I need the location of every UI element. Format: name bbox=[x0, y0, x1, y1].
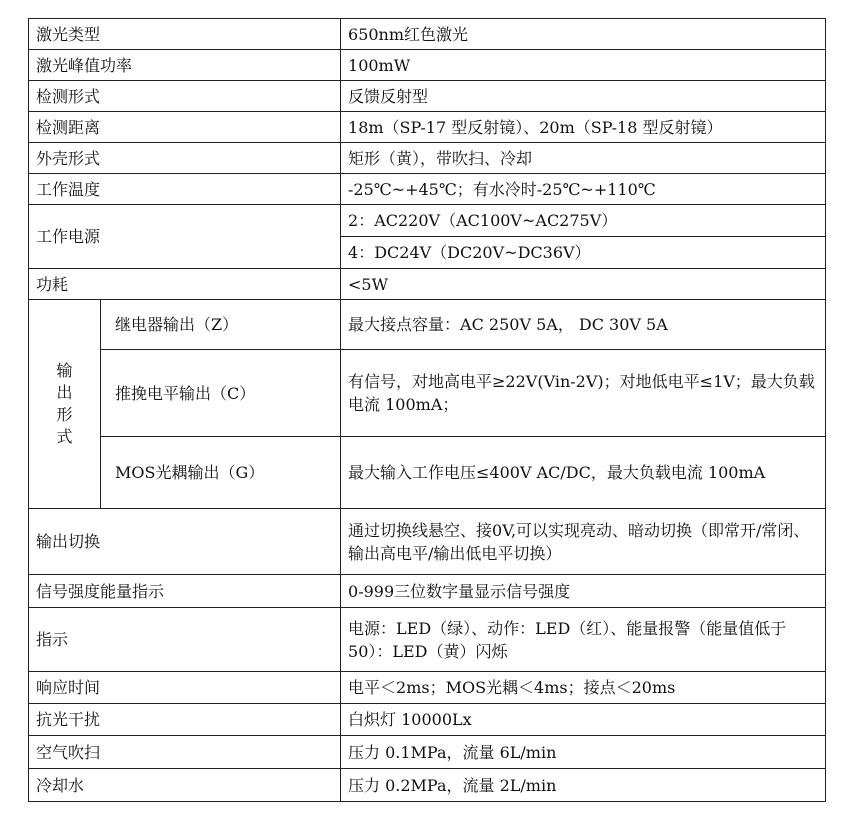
output-relay-label: 继电器输出（Z） bbox=[101, 300, 341, 350]
spec-label: 功耗 bbox=[29, 269, 341, 300]
output-form-char: 输 bbox=[56, 361, 73, 380]
output-form-label bbox=[29, 300, 101, 509]
table-row bbox=[29, 50, 826, 81]
spec-label: 激光峰值功率 bbox=[29, 50, 341, 81]
spec-value: 100mW bbox=[341, 50, 826, 81]
spec-label: 冷却水 bbox=[29, 769, 341, 802]
spec-value: -25℃~+45℃；有水冷时-25℃~+110℃ bbox=[341, 174, 826, 205]
table-row bbox=[29, 350, 826, 437]
output-pushpull-value: 有信号，对地高电平≥22V(Vin-2V)；对地低电平≤1V；最大负载电流 100mA； bbox=[341, 350, 826, 437]
table-row bbox=[29, 143, 826, 174]
spec-label: 检测距离 bbox=[29, 112, 341, 143]
table-row bbox=[29, 174, 826, 205]
table-row bbox=[29, 437, 826, 509]
spec-label: 信号强度能量指示 bbox=[29, 575, 341, 608]
table-row bbox=[29, 704, 826, 736]
power-value-ac: 2：AC220V（AC100V~AC275V） bbox=[341, 205, 826, 237]
spec-label: 外壳形式 bbox=[29, 143, 341, 174]
spec-label: 检测形式 bbox=[29, 81, 341, 112]
table-row bbox=[29, 19, 826, 50]
spec-label: 响应时间 bbox=[29, 672, 341, 704]
spec-table bbox=[28, 18, 826, 802]
spec-value: 0-999三位数字量显示信号强度 bbox=[341, 575, 826, 608]
spec-value: 白炽灯 10000Lx bbox=[341, 704, 826, 736]
spec-label: 空气吹扫 bbox=[29, 736, 341, 769]
spec-value: <5W bbox=[341, 269, 826, 300]
table-row bbox=[29, 300, 826, 350]
spec-value: 压力 0.2MPa，流量 2L/min bbox=[341, 769, 826, 802]
spec-label: 激光类型 bbox=[29, 19, 341, 50]
table-row bbox=[29, 608, 826, 672]
spec-value: 18m（SP-17 型反射镜）、20m（SP-18 型反射镜） bbox=[341, 112, 826, 143]
table-row bbox=[29, 672, 826, 704]
table-row bbox=[29, 509, 826, 575]
output-mos-label: MOS光耦输出（G） bbox=[101, 437, 341, 509]
table-row bbox=[29, 769, 826, 802]
table-row bbox=[29, 269, 826, 300]
spec-value: 压力 0.1MPa，流量 6L/min bbox=[341, 736, 826, 769]
spec-value: 反馈反射型 bbox=[341, 81, 826, 112]
table-row bbox=[29, 112, 826, 143]
spec-value: 电平＜2ms；MOS光耦＜4ms；接点＜20ms bbox=[341, 672, 826, 704]
spec-label: 抗光干扰 bbox=[29, 704, 341, 736]
output-form-char: 出 bbox=[56, 383, 73, 402]
spec-value: 通过切换线悬空、接0V,可以实现亮动、暗动切换（即常开/常闭、输出高电平/输出低电平切换） bbox=[341, 509, 826, 575]
spec-value: 矩形（黄），带吹扫、冷却 bbox=[341, 143, 826, 174]
table-row bbox=[29, 736, 826, 769]
output-form-char: 形 bbox=[56, 405, 73, 424]
table-row bbox=[29, 575, 826, 608]
output-pushpull-label: 推挽电平输出（C） bbox=[101, 350, 341, 437]
spec-label: 指示 bbox=[29, 608, 341, 672]
spec-value: 650nm红色激光 bbox=[341, 19, 826, 50]
spec-label: 工作温度 bbox=[29, 174, 341, 205]
spec-value: 电源：LED（绿）、动作：LED（红）、能量报警（能量值低于50）：LED（黄）闪烁 bbox=[341, 608, 826, 672]
table-row bbox=[29, 205, 826, 237]
table-row bbox=[29, 81, 826, 112]
power-label: 工作电源 bbox=[29, 205, 341, 269]
power-value-dc: 4：DC24V（DC20V~DC36V） bbox=[341, 237, 826, 269]
output-form-char: 式 bbox=[56, 427, 73, 446]
output-relay-value: 最大接点容量：AC 250V 5A， DC 30V 5A bbox=[341, 300, 826, 350]
spec-label: 输出切换 bbox=[29, 509, 341, 575]
output-mos-value: 最大输入工作电压≤400V AC/DC，最大负载电流 100mA bbox=[341, 437, 826, 509]
